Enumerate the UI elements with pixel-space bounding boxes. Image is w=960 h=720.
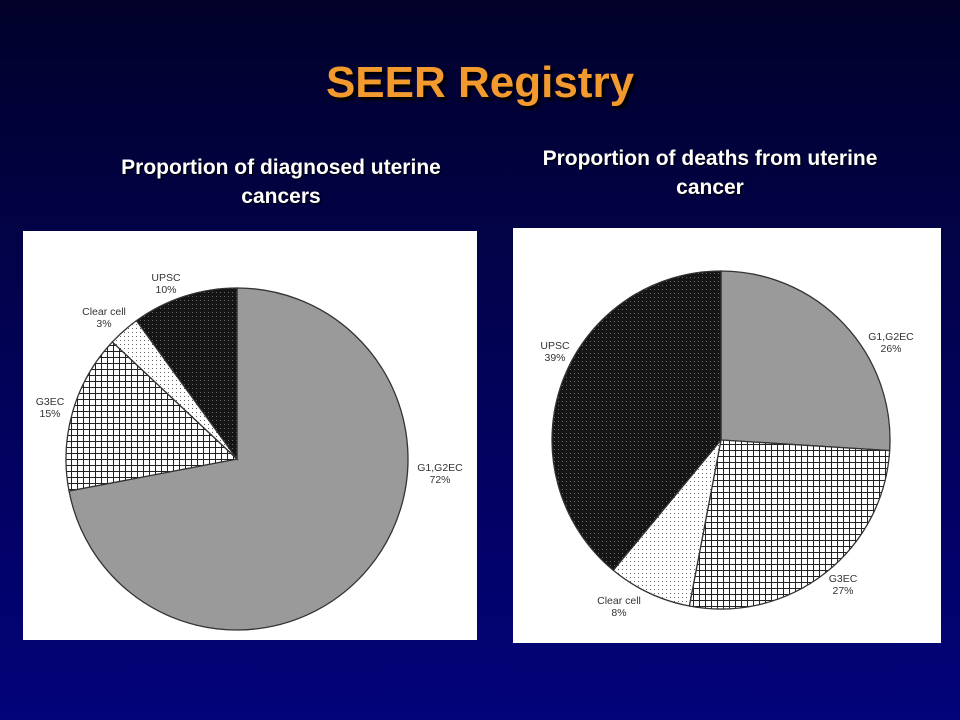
slice-label-g1-g2ec: G1,G2EC [417, 462, 463, 474]
pie-slice-g3ec [689, 440, 889, 609]
slice-value-g3ec: 27% [832, 585, 854, 597]
slice-label-clear-cell: Clear cell [597, 595, 641, 607]
slice-value-g1-g2ec: 26% [880, 343, 902, 355]
slice-label-upsc: UPSC [151, 272, 181, 284]
slide-title: SEER Registry [325, 58, 635, 107]
diagnosed-pie-chart [23, 231, 477, 640]
chart-title-diagnosed: Proportion of diagnosed uterine cancers [121, 156, 441, 208]
slice-label-g1-g2ec: G1,G2EC [868, 331, 914, 343]
chart-title-deaths: Proportion of deaths from uterine cancer [542, 147, 878, 199]
slice-value-g1-g2ec: 72% [429, 474, 451, 486]
diagnosed-pie-panel [23, 231, 477, 640]
slice-value-upsc: 10% [155, 284, 177, 296]
deaths-pie-panel [513, 228, 941, 643]
slice-label-g3ec: G3EC [828, 573, 858, 585]
slice-value-clear-cell: 8% [611, 607, 627, 619]
slice-value-upsc: 39% [544, 352, 566, 364]
slice-label-clear-cell: Clear cell [82, 306, 126, 318]
pie-slice-g1-g2ec [721, 271, 890, 451]
slice-value-clear-cell: 3% [96, 318, 112, 330]
slice-value-g3ec: 15% [39, 408, 61, 420]
deaths-pie-chart [513, 228, 941, 643]
slice-label-g3ec: G3EC [35, 396, 65, 408]
slice-label-upsc: UPSC [540, 340, 570, 352]
